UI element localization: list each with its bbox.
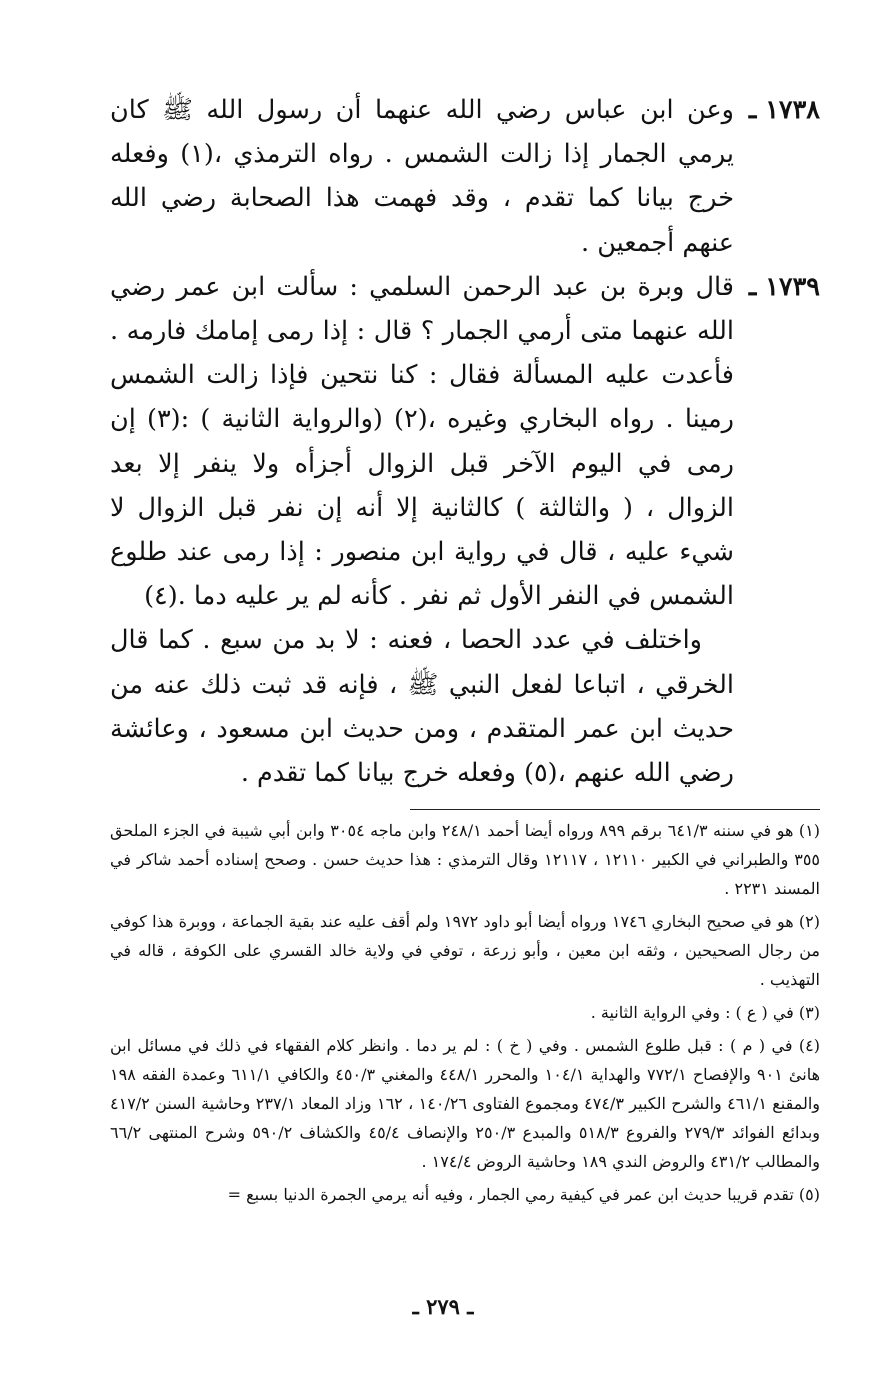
footnote-5: (٥) تقدم قريبا حديث ابن عمر في كيفية رمي الجمار ، وفيه أنه يرمي الجمرة الدنيا بسبع = (227, 1185, 820, 1205)
entry-number: ١٧٣٩ ـ (748, 271, 820, 302)
footnote-2: (٢) هو في صحيح البخاري ١٧٤٦ ورواه أيضا أبو داود ١٩٧٢ ولم أقف عليه عند بقية الجماعة ، ووبرة هذا كوفي من رجال الصحيحين ، وثقه ابن معين ، وأبو زرعة ، توفي في ولاية خالد القسري على الكوفة ، قاله في التهذيب . (110, 912, 820, 990)
entry-number: ١٧٣٨ ـ (748, 95, 820, 125)
hadith-entry-1738 (110, 88, 820, 265)
paragraph-pebble-count: واختلف في عدد الحصا ، فعنه : لا بد من سبع . كما قال الخرقي ، اتباعا لفعل النبي ﷺ ، فإنه قد ثبت ذلك عنه من حديث ابن عمر المتقدم ، ومن حديث ابن مسعود ، وعائشة رضي الله عنهم ،(٥) وفعله خرج بيانا كما تقدم . (110, 625, 734, 789)
footnote-1: (١) هو في سننه ٦٤١/٣ برقم ٨٩٩ ورواه أيضا أحمد ٢٤٨/١ وابن ماجه ٣٠٥٤ وابن أبي شيبة في الجزء الملحق ٣٥٥ والطبراني في الكبير ١٢١١٠ ، ١٢١١٧ وقال الترمذي : هذا حديث حسن . وصحح إسناده أحمد شاكر في المسند ٢٢٣١ . (110, 821, 821, 899)
footnote-4: (٤) في ( م ) : قبل طلوع الشمس . وفي ( خ ) : لم ير دما . وانظر كلام الفقهاء في ذلك في مسائل ابن هانئ ٩٠١ والإفصاح ٧٧٢/١ والهداية ١٠٤/١ والمحرر ٤٤٨/١ والمغني ٤٥٠/٣ والكافي ٦١١/١ وعمدة الفقه ١٩٨ والمقنع ٤٦١/١ والشرح الكبير ٤٧٤/٣ ومجموع الفتاوى ١٤٠/٢٦ ، ١٦٢ وزاد المعاد ٢٣٧/١ وحاشية السنن ٤١٧/٢ وبدائع الفوائد ٢٧٩/٣ والفروع ٥١٨/٣ والمبدع ٢٥٠/٣ والإنصاف ٤٥/٤ والكشاف ٥٩٠/٢ وشرح المنتهى ٦٦/٢ والمطالب ٤٣١/٢ والروض الندي ١٨٩ وحاشية الروض ١٧٤/٤ . (110, 1036, 821, 1172)
entry-text: قال وبرة بن عبد الرحمن السلمي : سألت ابن عمر رضي الله عنهما متى أرمي الجمار ؟ قال : إذا رمى إمامك فارمه . فأعدت عليه المسألة فقال : كنا نتحين فإذا زالت الشمس رمينا . رواه البخاري وغيره ،(٢) (والرواية الثانية ) :(٣) إن رمى في اليوم الآخر قبل الزوال أجزأه ولا ينفر إلا بعد الزوال ، ( والثالثة ) كالثانية إلا أنه إن نفر قبل الزوال لا شيء عليه ، قال في رواية ابن منصور : إذا رمى عند طلوع الشمس في النفر الأول ثم نفر . كأنه لم ير عليه دما .(٤) (110, 271, 734, 612)
footnote-separator (410, 809, 820, 810)
hadith-entry-1739 (110, 265, 820, 619)
footnote-3: (٣) في ( ع ) : وفي الرواية الثانية . (590, 1003, 820, 1023)
main-text (110, 88, 820, 795)
entry-text: وعن ابن عباس رضي الله عنهما أن رسول الله ﷺ كان يرمي الجمار إذا زالت الشمس . رواه الترمذي ،(١) وفعله خرج بيانا كما تقدم ، وقد فهمت هذا الصحابة رضي الله عنهم أجمعين . (110, 95, 734, 258)
page-number: ـ ٢٧٩ ـ (412, 1294, 474, 1319)
footnotes (110, 816, 820, 1209)
